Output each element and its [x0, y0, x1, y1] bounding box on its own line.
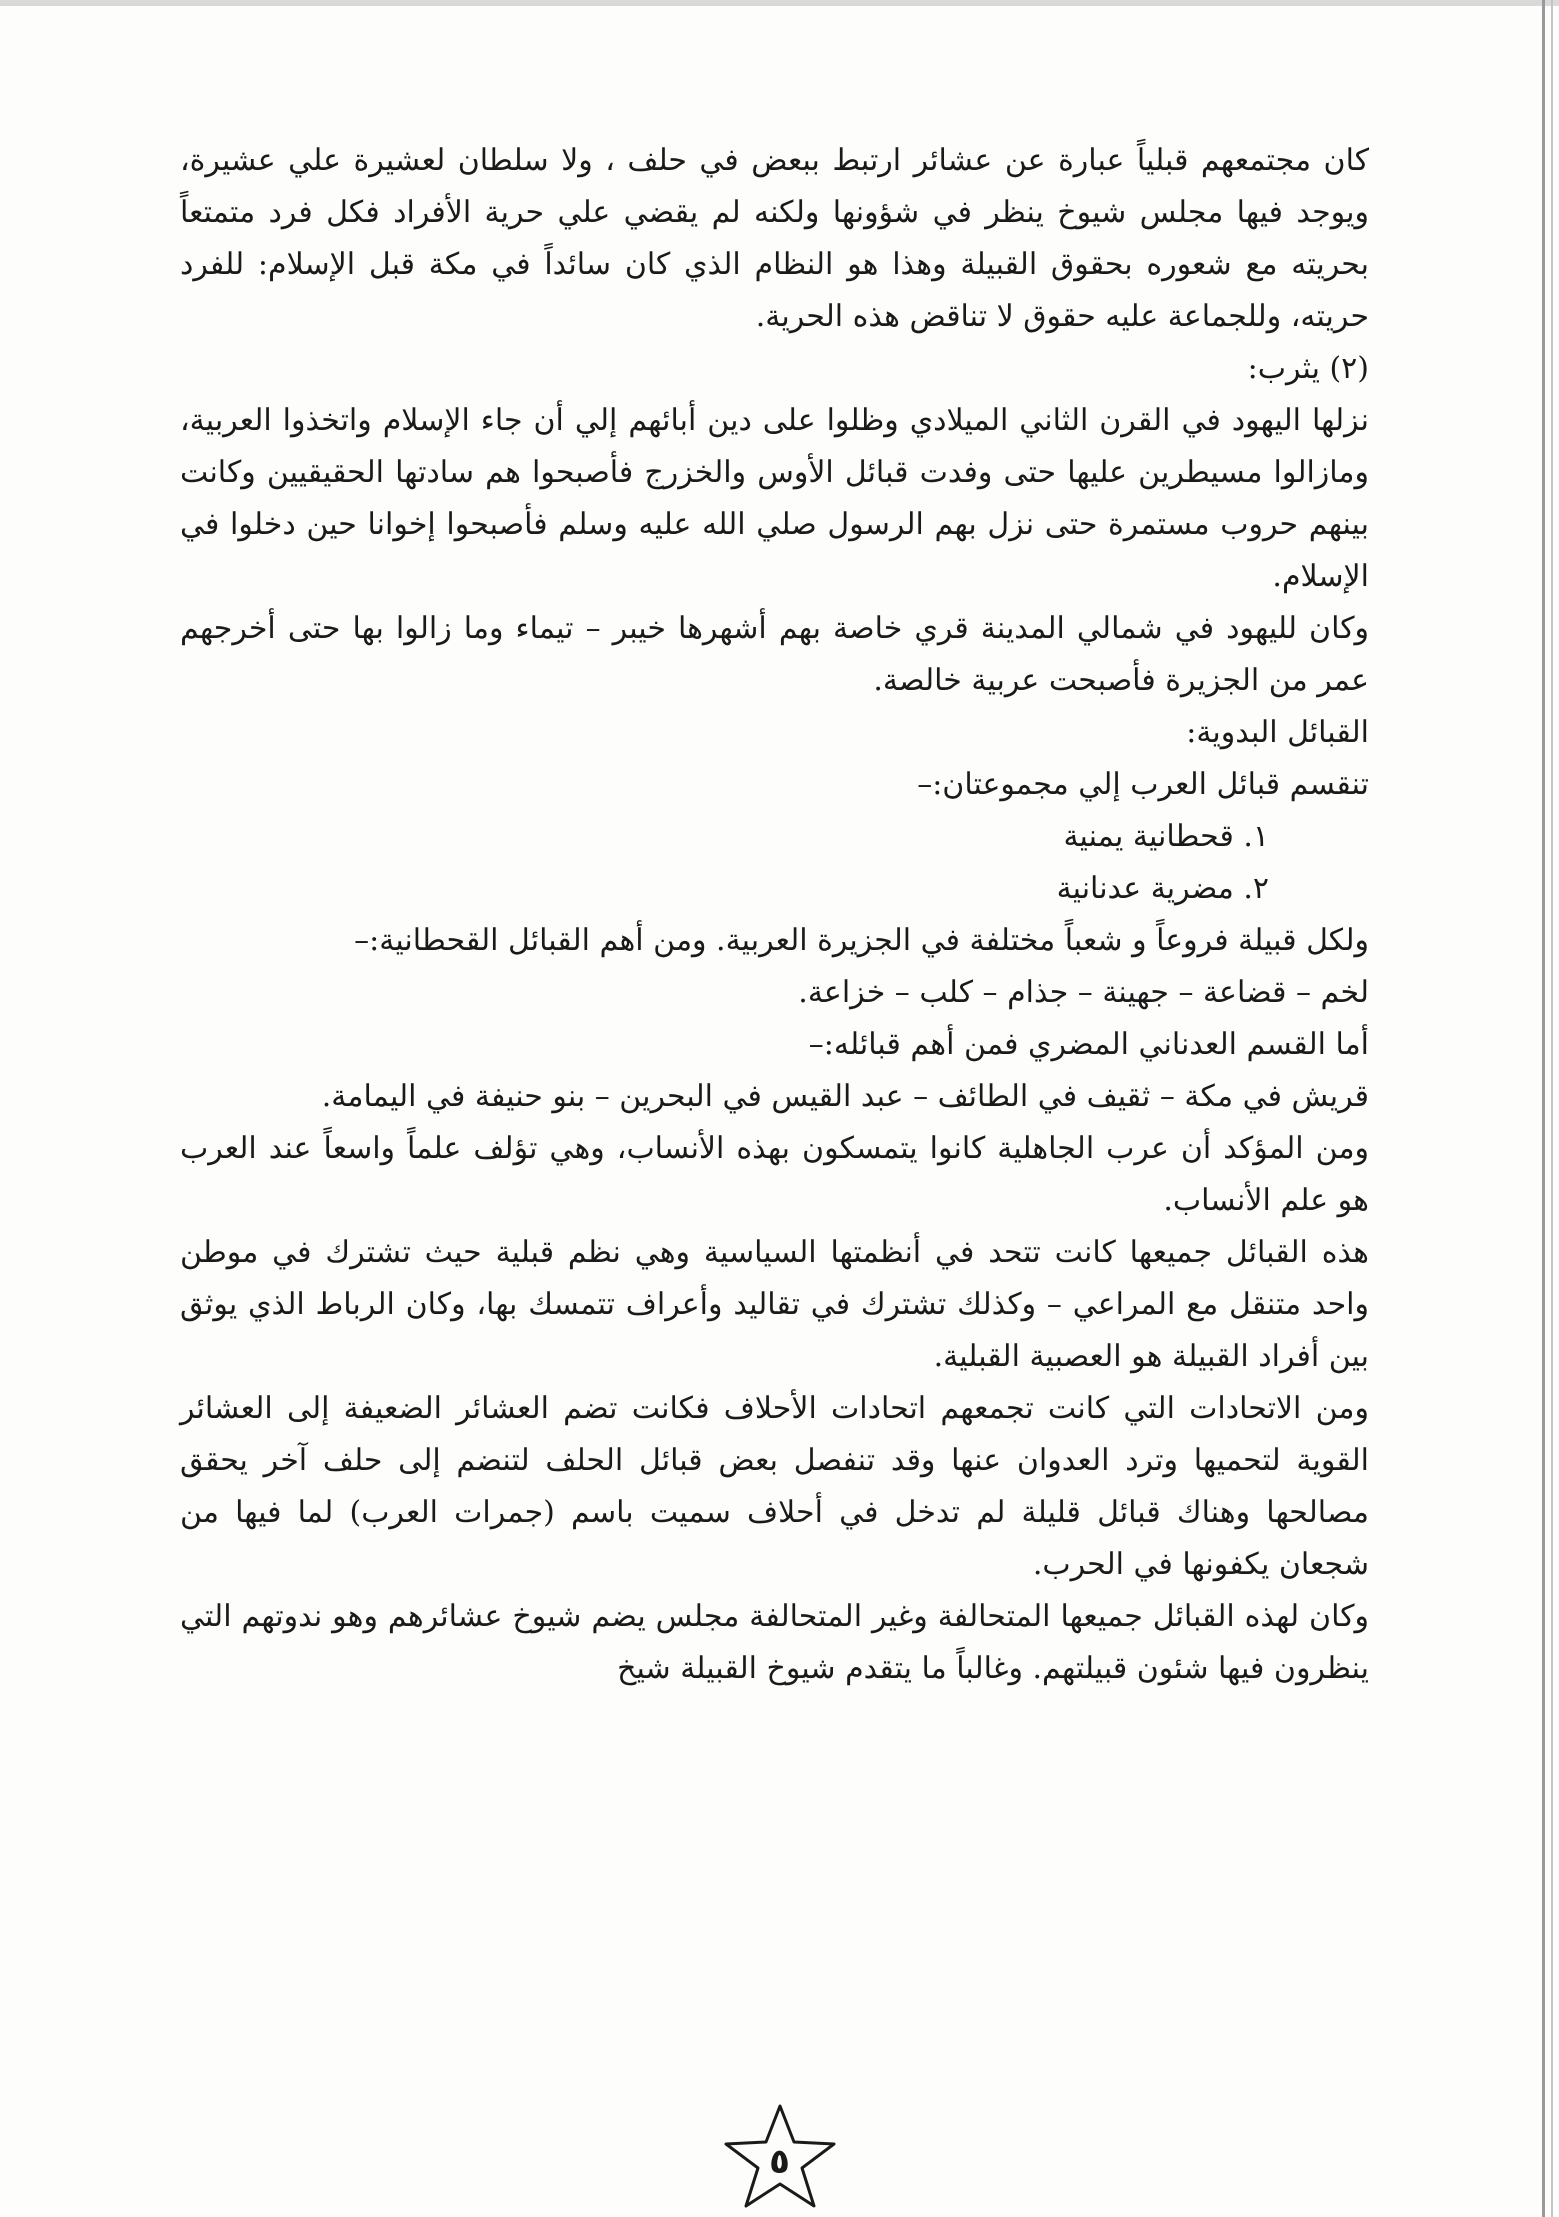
paragraph-tribe-groups: تنقسم قبائل العرب إلي مجموعتان:– — [917, 767, 1369, 802]
paragraph-mecca-society: كان مجتمعهم قبلياً عبارة عن عشائر ارتبط ببعض في حلف ، ولا سلطان لعشيرة علي عشيرة، ويوجد فيها مجلس شيوخ ينظر في شؤونها ولكنه لم يقضي علي حرية الأفراد فكل فرد متمتعاً بحريته مع شعوره بحقوق القبيلة وهذا هو النظام الذي كان سائداً في مكة قبل الإسلام: للفرد حريته، وللجماعة عليه حقوق لا تناقض هذه الحرية. — [180, 143, 1369, 334]
list-item-qahtani: ١. قحطانية يمنية — [1063, 819, 1269, 854]
paragraph-alliances: ومن الاتحادات التي كانت تجمعهم اتحادات الأحلاف فكانت تضم العشائر الضعيفة إلى العشائر القوية لتحميها وترد العدوان عنها وقد تنفصل بعض قبائل الحلف لتنضم إلى حلف آخر يحقق مصالحها وهناك قبائل قليلة لم تدخل في أحلاف سميت باسم (جمرات العرب) لما فيها من شجعان يكفونها في الحرب. — [180, 1391, 1369, 1582]
paragraph-adnani-intro: أما القسم العدناني المضري فمن أهم قبائله:– — [808, 1027, 1369, 1062]
document-body — [180, 135, 1369, 1695]
scan-right-border — [1542, 0, 1545, 2217]
scan-top-edge — [0, 0, 1559, 6]
page-number-badge — [720, 2102, 840, 2212]
list-item-adnani: ٢. مضرية عدنانية — [1056, 871, 1269, 906]
paragraph-qahtani-list: لخم – قضاعة – جهينة – جذام – كلب – خزاعة. — [798, 975, 1369, 1010]
heading-bedouin-tribes: القبائل البدوية: — [1186, 715, 1369, 750]
paragraph-tribe-branches: ولكل قبيلة فروعاً و شعباً مختلفة في الجزيرة العربية. ومن أهم القبائل القحطانية:– — [354, 923, 1369, 958]
page-number: ٥ — [769, 2142, 790, 2182]
paragraph-genealogy: ومن المؤكد أن عرب الجاهلية كانوا يتمسكون بهذه الأنساب، وهي تؤلف علماً واسعاً عند العرب هو علم الأنساب. — [180, 1131, 1369, 1218]
scan-right-border-outer — [1551, 0, 1553, 2217]
paragraph-yathrib-history: نزلها اليهود في القرن الثاني الميلادي وظلوا على دين أبائهم إلي أن جاء الإسلام واتخذوا العربية، ومازالوا مسيطرين عليها حتى وفدت قبائل الأوس والخزرج فأصبحوا هم سادتها الحقيقيين وكانت بينهم حروب مستمرة حتى نزل بهم الرسول صلي الله عليه وسلم فأصبحوا إخوانا حين دخلوا في الإسلام. — [180, 403, 1369, 594]
paragraph-tribal-council: وكان لهذه القبائل جميعها المتحالفة وغير المتحالفة مجلس يضم شيوخ عشائرهم وهو ندوتهم التي ينظرون فيها شئون قبيلتهم. وغالباً ما يتقدم شيوخ القبيلة شيخ — [180, 1599, 1369, 1686]
paragraph-jewish-villages: وكان لليهود في شمالي المدينة قري خاصة بهم أشهرها خيبر – تيماء وما زالوا بها حتى أخرجهم عمر من الجزيرة فأصبحت عربية خالصة. — [180, 611, 1369, 698]
heading-yathrib: (٢) يثرب: — [1247, 351, 1369, 386]
paragraph-political-systems: هذه القبائل جميعها كانت تتحد في أنظمتها السياسية وهي نظم قبلية حيث تشترك في موطن واحد متنقل مع المراعي – وكذلك تشترك في تقاليد وأعراف تتمسك بها، وكان الرباط الذي يوثق بين أفراد القبيلة هو العصبية القبلية. — [180, 1235, 1369, 1374]
paragraph-adnani-list: قريش في مكة – ثقيف في الطائف – عبد القيس في البحرين – بنو حنيفة في اليمامة. — [321, 1079, 1369, 1114]
